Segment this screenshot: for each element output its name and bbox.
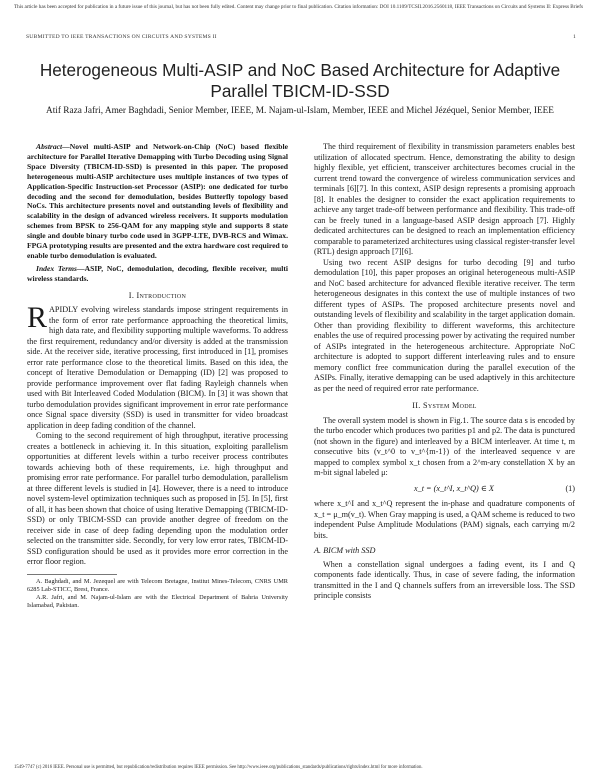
section-heading-system-model: II. System Model — [412, 401, 477, 410]
drop-cap: R — [27, 301, 48, 335]
index-terms-text: —ASIP, NoC, demodulation, decoding, flexible receiver, multi wireless standards. — [27, 263, 288, 283]
abstract-label: Abstract — [36, 142, 63, 151]
abstract-text: —Novel multi-ASIP and Network-on-Chip (NoC) based flexible architecture for Parallel Iterative Demapping with Turbo Decoding using Signal Space Diversity (TBICM-ID-SSD) is presented in this paper. The proposed heterogeneous multi-ASIP architecture uses multiple instances of two types of Application-Specific Instruction-set Processor (ASIP): one dedicated for turbo decoding and the second for demodulation, besides Butterfly topology based NoCs. This architecture presents novel and outstanding levels of flexibility and scalability in the design of advanced wireless receivers. It supports modulation schemes from BPSK to 256-QAM for any mapping style and supports 8 state single and double binary turbo code used in 3GPP-LTE, DVB-RCS and Wimax. FPGA prototyping results are presented and the extra hardware cost required to enable turbo demodulation is evaluated. — [27, 142, 288, 260]
intro-paragraph-2: Coming to the second requirement of high throughput, iterative processing creates a bottleneck in achieving it. In this situation, exploiting parallelism opportunities at different levels within a turbo receiver process contributes towards achieving both of these requirements, i.e. high throughput and promising error rate performance. For parallel turbo demodulation, parallelism at three different levels is studied in [4]. However, there is a need to introduce novel system-level optimization techniques such as proposed in [5]. In [5], first of all, it has been shown that choice of using Iterative Demapping (TBICM-ID-SSD) or only TBICM-SSD can provide another degree of freedom on the receiver side in case of deep fading depending upon the modulation order selected on the transmitter side. Secondly, for very low error rates, TBICM-ID-SSD configuration should be used as it provides more error correction in the error floor region. — [27, 431, 288, 567]
index-terms — [27, 264, 288, 284]
equation-1 — [314, 484, 575, 495]
equation-1-body: x_t = (x_t^I, x_t^Q) ∈ X — [414, 483, 494, 493]
system-model-paragraph-1: The overall system model is shown in Fig.1. The source data s is encoded by the turbo encoder which produces two parities p1 and p2. The data is punctured (not shown in the figure) and interleaved by a BICM interleaver. At time t, m consecutive bits (v_t^0 to v_t^{m-1}) of the interleaved sequence v are mapped to complex symbol x_t chosen from a 2^m-ary constellation X by an m-bit signal labeled μ: — [314, 415, 575, 477]
subsection-heading-bicm-ssd: A. BICM with SSD — [314, 546, 376, 555]
running-head — [26, 34, 576, 40]
footnote-rule — [27, 574, 117, 575]
footnote-1: A. Baghdadi, and M. Jezequel are with Telecom Bretagne, Institut Mines-Telecom, CNRS UMR 6285 Lab-STICC, Brest, France. — [27, 577, 288, 593]
contribution-paragraph: Using two recent ASIP designs for turbo decoding [9] and turbo demodulation [10], this paper proposes an original heterogeneous multi-ASIP and NoC based architecture for advanced flexible iterative receiver. The term heterogeneous designates in this context the use of multiple instances of two different types of ASIPs. The proposed architecture presents novel and outstanding levels of flexibility and scalability in the target application domain. Other than providing flexibility to different waveforms, this architecture enables the use of required processing power by activating the required number of ASIPs integrated in the heterogeneous architecture. Appropriate NoC architecture is adopted to support different interleaving rules and to ensure memory conflict free communication during the parallel execution of the ASIPs. Finally, iterative demapping can be used adaptively in this architecture as per the need of required error rate performance. — [314, 257, 575, 393]
copyright-footer: 1549-7747 (c) 2016 IEEE. Personal use is permitted, but republication/redistribution requires IEEE permission. See http://www.ieee.org/publications_standards/publications/rights/index.html for more information. — [14, 765, 423, 770]
right-column — [314, 142, 575, 602]
intro-paragraph-1-text: APIDLY evolving wireless standards impose stringent requirements in the form of error rate performance approaching the theoretical limits, high data rate, and flexibility supporting multiple waveforms. To address the first requirement, redundancy and/or diversity is added at the transmission side. At the receiver side, iterative processing, first introduced in [1], promises error rate performance close to the theoretical limits. Based on this idea, the concept of Iterative Demodulation or Demapping (ID) [2] was proposed to provide performance improvement over flat fading Rayleigh channels when used with Bit Interleaved Coded Modulation (BICM). In [3] it was shown that turbo demodulation provides significant improvement in error rate performance once Signal space diversity (SSD) is used in transmitter for video broadcast application in deep fading condition of the channel. — [27, 305, 289, 430]
bicm-ssd-paragraph: When a constellation signal undergoes a fading event, its I and Q components fade identically. Thus, in case of severe fading, the information transmitted in the I and Q channels suffers from an irreversible loss. The SSD principle consists — [314, 559, 575, 600]
flexibility-paragraph: The third requirement of flexibility in transmission parameters enables best utilization of allocated spectrum. Hence, demonstrating the ability to design highly flexible, yet efficient, transceiver architectures becomes crucial in the current trend toward the convergence of wireless communication services and terminals [6][7]. In this context, ASIP design represents a promising approach [8]. It enables the designer to consider the exact application requirements to achieve any target trade-off between performance and flexibility. This trade-off can be freely tuned in a language-based ASIP design approach [7]. Highly dedicated architectures can be designed to reach an implementation efficiency comparable to parameterized architectures using classical register-transfer level (RTL) design approach [7][6]. — [314, 142, 575, 256]
publication-notice: This article has been accepted for publication in a future issue of this journal, but has not been fully edited. Content may change prior to final publication. Citation information: DOI 10.1109/TCSII.2016.2560118, IEEE Transactions on Circuits and Systems II: Express Briefs — [14, 4, 583, 10]
author-list: Atif Raza Jafri, Amer Baghdadi, Senior Member, IEEE, M. Najam-ul-Islam, Member, IEEE and Michel Jézéquel, Senior Member, IEEE — [46, 106, 554, 116]
page-number: 1 — [573, 34, 576, 40]
section-heading-introduction: I. Introduction — [128, 290, 187, 300]
footnote-2: A.R. Jafri, and M. Najam-ul-Islam are with the Electrical Department of Bahria University Islamabad, Pakistan. — [27, 594, 288, 610]
running-head-text: SUBMITTED TO IEEE TRANSACTIONS ON CIRCUITS AND SYSTEMS II — [26, 34, 217, 40]
paper-title: Heterogeneous Multi-ASIP and NoC Based Architecture for Adaptive Parallel TBICM-ID-SSD — [39, 60, 561, 101]
equation-1-number: (1) — [565, 483, 575, 493]
intro-paragraph-1 — [27, 301, 289, 431]
system-model-paragraph-2: where x_t^I and x_t^Q represent the in-phase and quadrature components of x_t = μ_m(v_t). When Gray mapping is used, a QAM scheme is reduced to two independent Pulse Amplitude Modulations (PAM) signals, each carrying m/2 bits. — [314, 499, 575, 540]
index-terms-label: Index Terms — [36, 263, 78, 273]
abstract — [27, 142, 288, 261]
left-column — [27, 142, 288, 611]
